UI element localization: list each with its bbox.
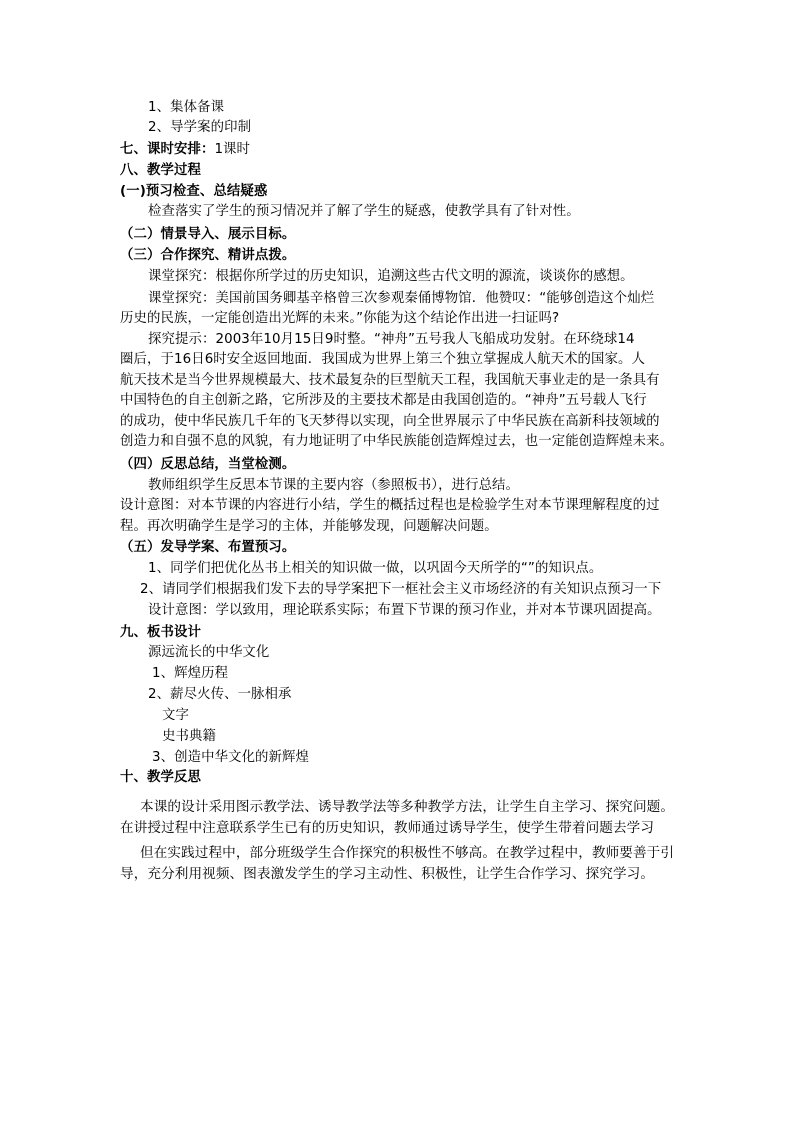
subsection-4-heading: （四）反思总结，当堂检测。 xyxy=(120,457,296,472)
paragraph: 在讲授过程中注意联系学生已有的历史知识，教师通过诱导学生，使学生带着问题去学习 xyxy=(120,820,655,836)
paragraph: 的成功，使中华民族几千年的飞天梦得以实现，向全世界展示了中华民族在高新科技领域的 xyxy=(120,414,660,429)
section-9-heading: 九、板书设计 xyxy=(120,625,201,640)
paragraph: 设计意图：学以致用，理论联系实际；布置下节课的预习作业，并对本节课巩固提高。 xyxy=(148,603,661,618)
paragraph: 检查落实了学生的预习情况并了解了学生的疑惑，使教学具有了针对性。 xyxy=(148,204,580,219)
subsection-5-heading: （五）发导学案、布置预习。 xyxy=(120,540,296,555)
paragraph: 课堂探究：根据你所学过的历史知识，追溯这些古代文明的源流，谈谈你的感想。 xyxy=(148,269,634,284)
paragraph: 1、同学们把优化丛书上相关的知识做一做，以巩固今天所学的“”的知识点。 xyxy=(148,561,603,576)
paragraph: 圈后，于16日6时安全返回地面．我国成为世界上第三个独立掌握成人航天术的国家。人 xyxy=(120,352,646,367)
subsection-2-heading: （二）情景导入、展示目标。 xyxy=(120,227,296,242)
paragraph: 历史的民族，一定能创造出光辉的未来。”你能为这个结论作出进一扫证吗? xyxy=(120,311,560,326)
board-subitem: 史书典籍 xyxy=(162,729,216,744)
prep-item-1: 1、集体备课 xyxy=(148,100,225,115)
board-item-1: 1、辉煌历程 xyxy=(152,666,229,681)
board-item-3: 3、创造中华文化的新辉煌 xyxy=(152,750,310,765)
paragraph: 航天技术是当今世界规模最大、技术最复杂的巨型航天工程，我国航天事业走的是一条具有 xyxy=(120,373,660,388)
subsection-3-heading: （三）合作探究、精讲点拨。 xyxy=(120,248,296,263)
paragraph: 本课的设计采用图示教学法、诱导教学法等多种教学方法，让学生自主学习、探究问题。 xyxy=(140,799,675,815)
board-title: 源远流长的中华文化 xyxy=(148,645,270,660)
paragraph: 但在实践过程中，部分班级学生合作探究的积极性不够高。在教学过程中，教师要善于引 xyxy=(140,845,675,861)
paragraph: 程。再次明确学生是学习的主体，并能够发现，问题解决问题。 xyxy=(120,519,498,534)
prep-item-2: 2、导学案的印制 xyxy=(148,120,252,135)
section-10-heading: 十、教学反思 xyxy=(120,770,201,785)
section-7-label: 七、课时安排： xyxy=(120,142,215,157)
board-subitem: 文字 xyxy=(162,708,189,723)
paragraph: 课堂探究：美国前国务卿基辛格曾三次参观秦俑博物馆．他赞叹：“能够创造这个灿烂 xyxy=(148,291,655,306)
paragraph: 探究提示：2003年10月15日9时整。“神舟”五号我人飞船成功发射。在环绕球14 xyxy=(148,332,635,347)
paragraph: 设计意图：对本节课的内容进行小结，学生的概括过程也是检验学生对本节课理解程度的过 xyxy=(120,498,660,513)
section-8-heading: 八、教学过程 xyxy=(120,163,201,178)
paragraph: 2、请同学们根据我们发下去的导学案把下一框社会主义市场经济的有关知识点预习一下 xyxy=(140,582,662,597)
paragraph: 导，充分利用视频、图表激发学生的学习主动性、积极性，让学生合作学习、探究学习。 xyxy=(120,866,655,882)
section-7-heading xyxy=(120,140,250,160)
subsection-1-heading: (一)预习检查、总结疑惑 xyxy=(120,184,268,199)
board-item-2: 2、薪尽火传、一脉相承 xyxy=(148,687,292,702)
section-7-value: 1课时 xyxy=(214,142,251,157)
paragraph: 教师组织学生反思本节课的主要内容（参照板书），进行总结。 xyxy=(148,478,520,493)
paragraph: 创造力和自强不息的风貌，有力地证明了中华民族能创造辉煌过去，也一定能创造辉煌未来。 xyxy=(120,434,674,449)
paragraph: 中国特色的自主创新之路，它所涉及的主要技术都是由我国创造的。“神舟”五号载人飞行 xyxy=(120,393,647,408)
